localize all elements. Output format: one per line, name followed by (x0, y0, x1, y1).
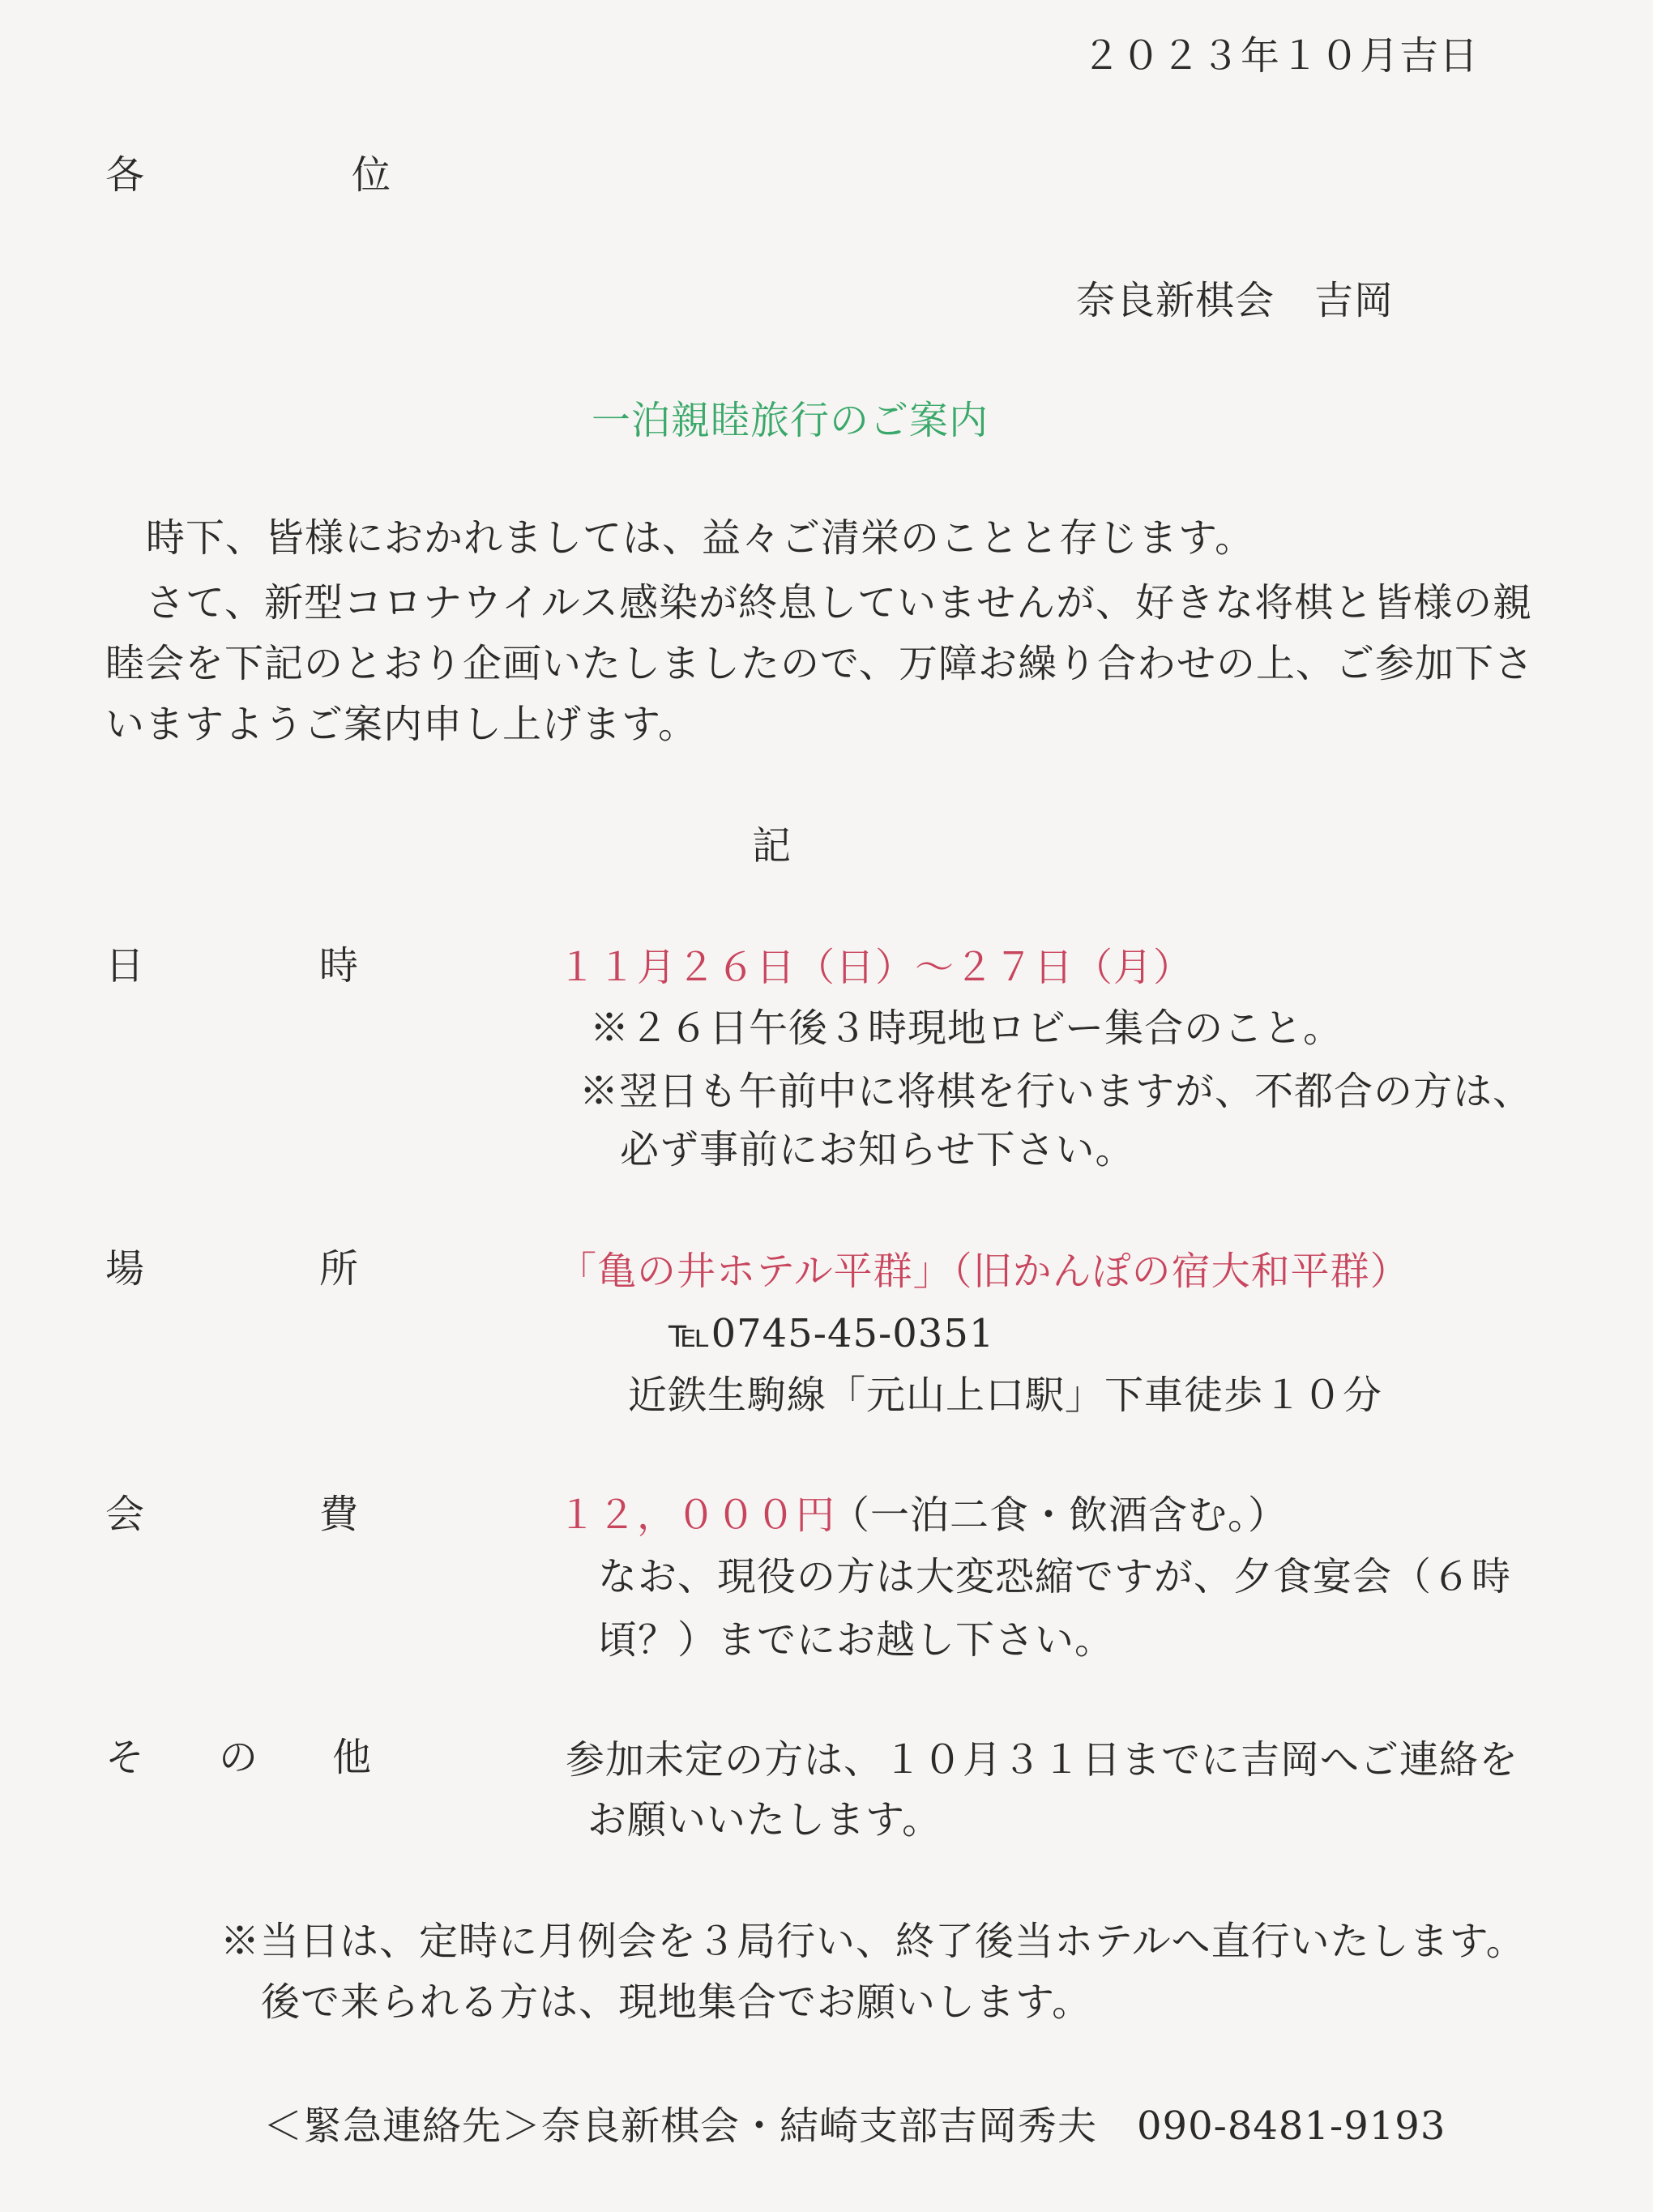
other-line-1: 参加未定の方は、１０月３１日までに吉岡へご連絡を (566, 1737, 1519, 1783)
fee-note-1: なお、現役の方は大変恐縮ですが、夕食宴会（６時 (598, 1554, 1512, 1599)
sender: 奈良新棋会 吉岡 (1076, 278, 1395, 323)
schedule-value: １１月２６日（日）～２７日（月） (557, 945, 1194, 990)
schedule-note-3: 必ず事前にお知らせ下さい。 (620, 1127, 1135, 1172)
venue-label: 場 所 (105, 1246, 374, 1292)
venue-name: 「亀の井ホテル平群」（旧かんぽの宿大和平群） (557, 1249, 1410, 1294)
addressee: 各 位 (105, 152, 414, 198)
schedule-label: 日 時 (105, 943, 374, 989)
intro-line-2: さて、新型コロナウイルス感染が終息していませんが、好きな将棋と皆様の親 (146, 580, 1533, 626)
document-title: 一泊親睦旅行のご案内 (592, 398, 989, 443)
document-date: ２０２３年１０月吉日 (1082, 33, 1480, 79)
intro-line-4: いますようご案内申し上げます。 (105, 702, 698, 747)
schedule-note-2: ※翌日も午前中に将棋を行いますが、不都合の方は、 (579, 1069, 1533, 1114)
fee-note-2: 頃？）までにお越し下さい。 (598, 1617, 1115, 1663)
other-label: そ の 他 (105, 1735, 390, 1780)
venue-access: 近鉄生駒線「元山上口駅」下車徒歩１０分 (628, 1373, 1383, 1418)
fee-detail: （一泊二食・飲酒含む。） (831, 1492, 1288, 1538)
intro-line-3: 睦会を下記のとおり企画いたしましたので、万障お繰り合わせの上、ご参加下さ (105, 641, 1535, 686)
venue-tel: ℡0745-45-0351 (668, 1311, 995, 1356)
intro-line-1: 時下、皆様におかれましては、益々ご清栄のことと存じます。 (146, 515, 1255, 561)
fee-label: 会 費 (105, 1492, 374, 1537)
other-line-2: お願いいたします。 (587, 1797, 942, 1843)
footer-note-2: 後で来られる方は、現地集合でお願いします。 (261, 1979, 1092, 2025)
footer-note-1: ※当日は、定時に月例会を３局行い、終了後当ホテルへ直行いたします。 (220, 1919, 1526, 1964)
emergency-contact: ＜緊急連絡先＞奈良新棋会・結崎支部吉岡秀夫 090-8481-9193 (263, 2103, 1446, 2149)
schedule-note-1: ※２６日午後３時現地ロビー集合のこと。 (590, 1006, 1343, 1051)
fee-amount: １２，０００円 (557, 1492, 836, 1538)
ki-heading: 記 (752, 823, 792, 869)
